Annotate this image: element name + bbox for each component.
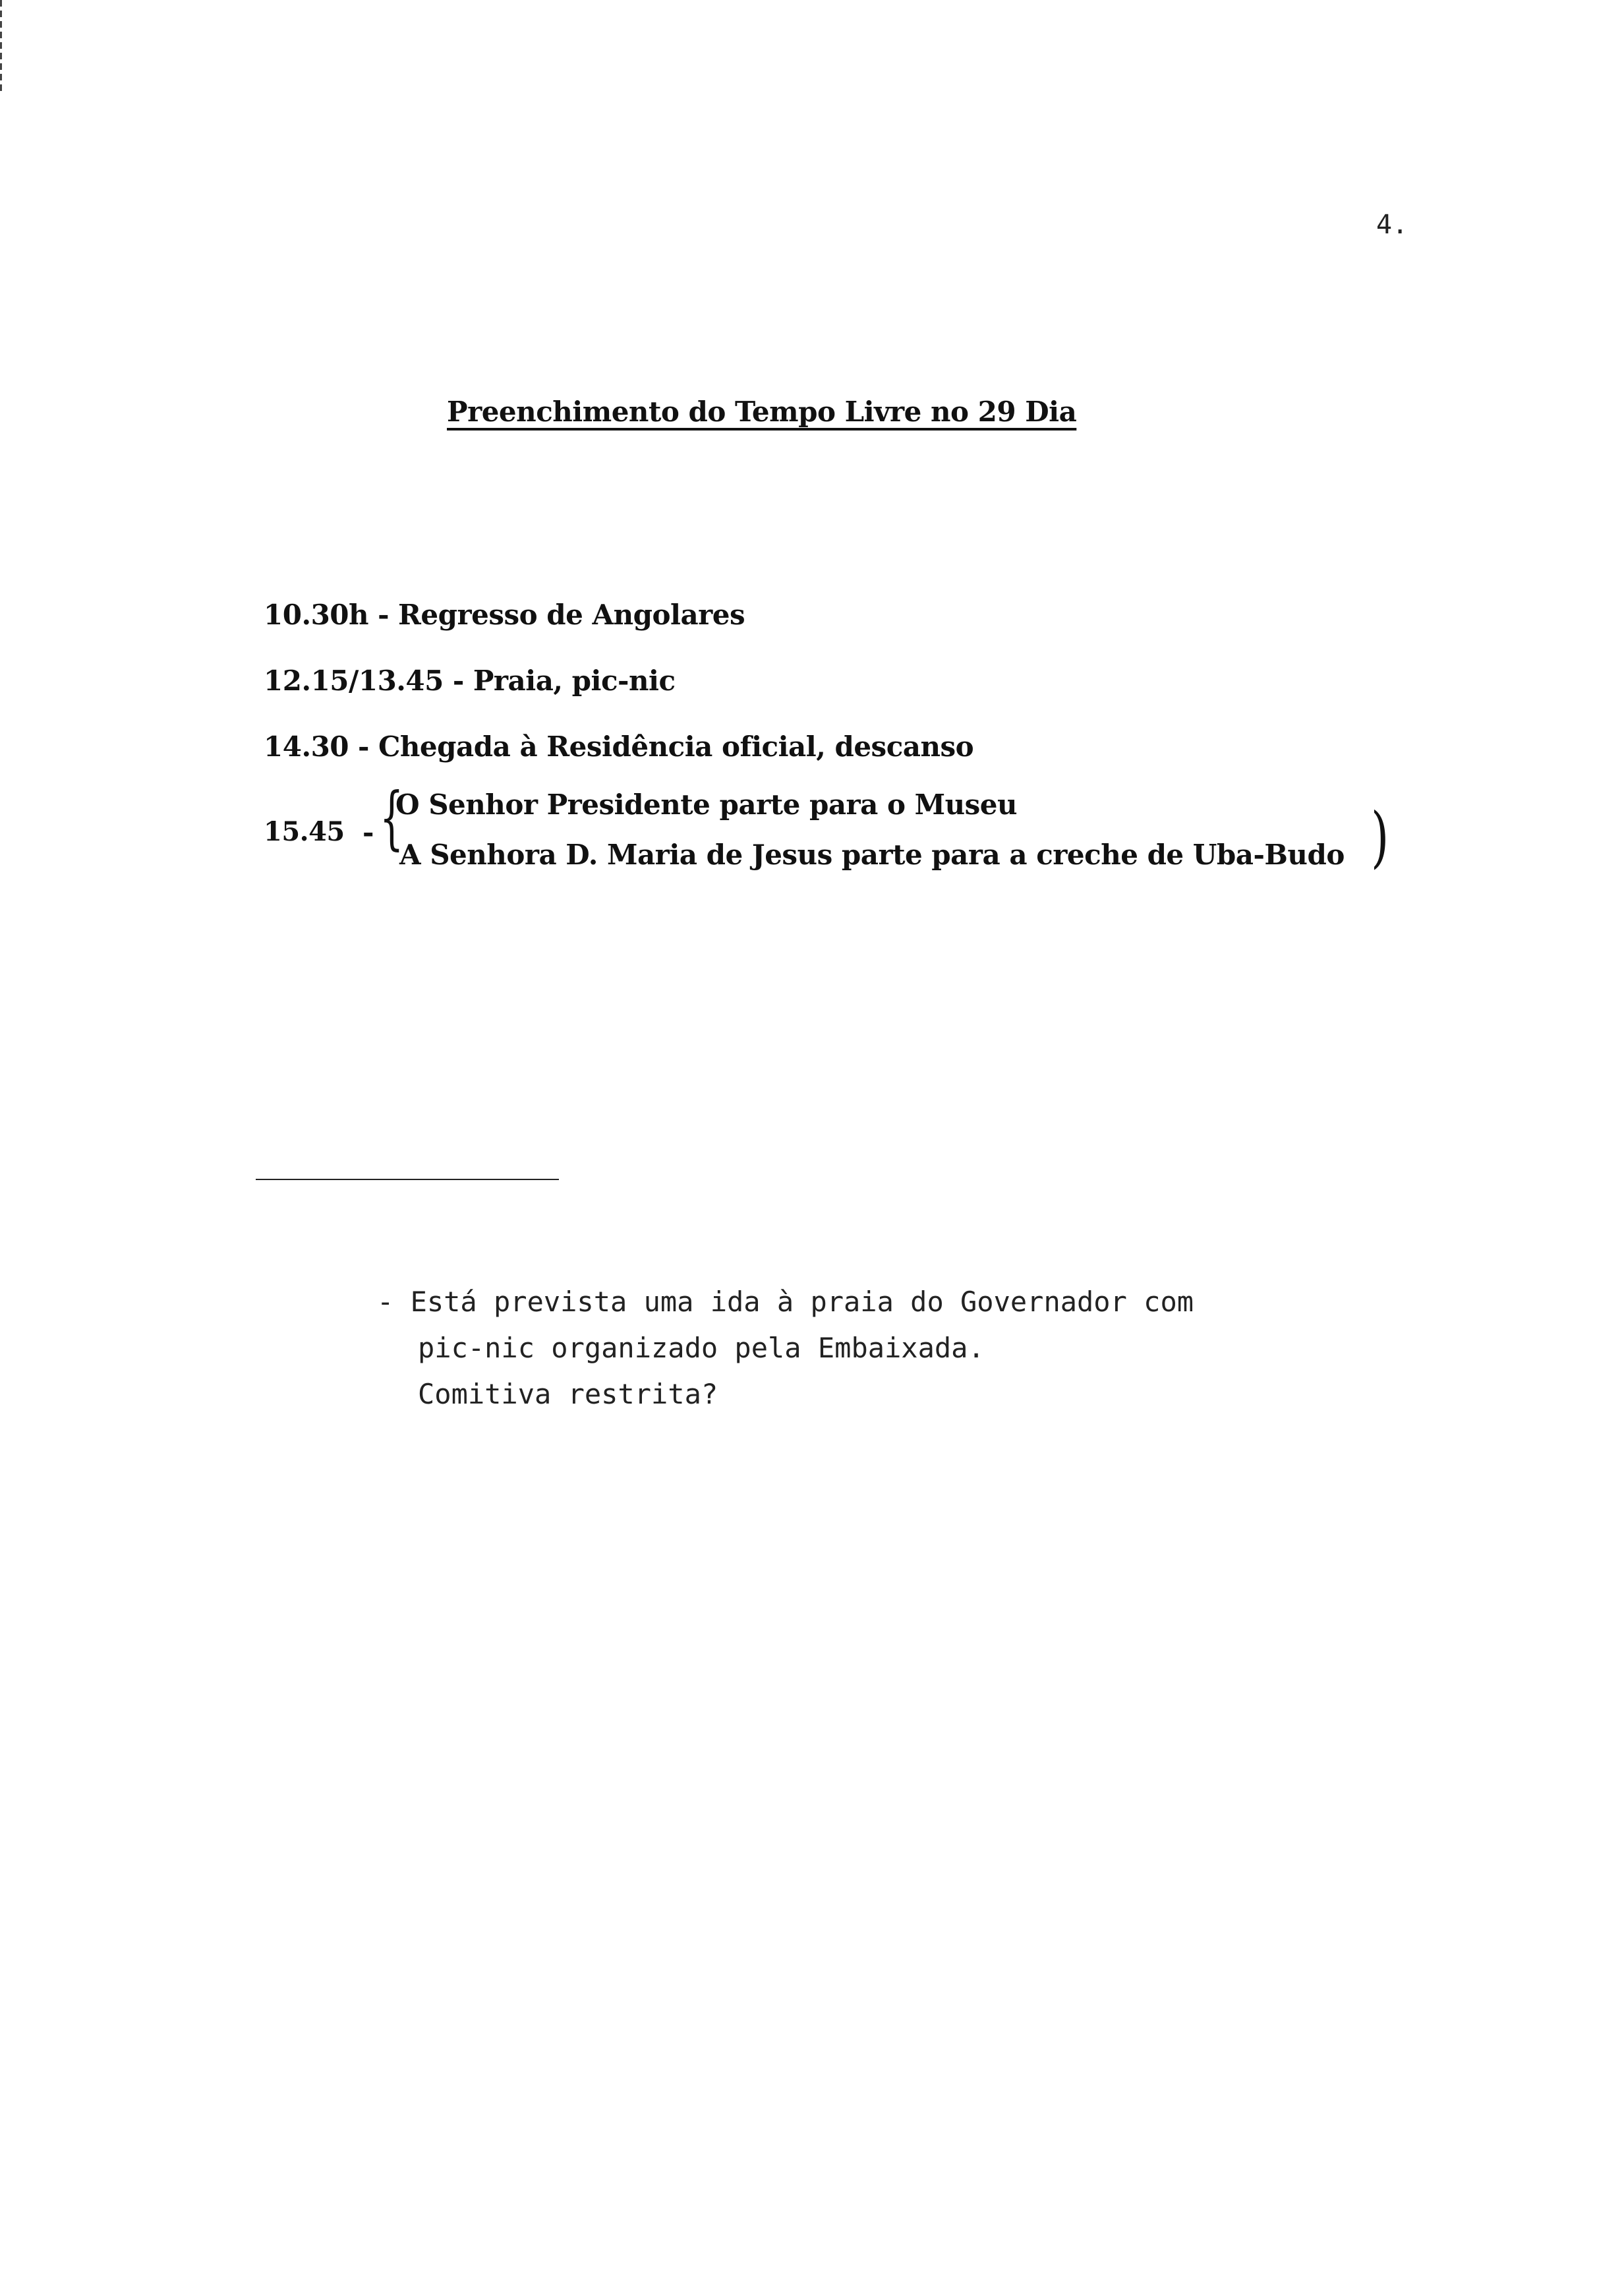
separator-dash: - [358,730,369,763]
schedule-text: Regresso de Angolares [398,599,745,631]
separator-dash: - [452,665,464,697]
separator-dash: - [378,599,389,631]
footnote-line: Comitiva restrita? [418,1378,718,1410]
schedule-subitem: O Senhor Presidente parte para o Museu [395,788,1018,821]
page-number: 4. [1376,210,1408,240]
schedule-time: 10.30h [264,599,369,631]
scan-edge-mark [0,0,2,92]
right-paren-glyph: ) [1371,798,1389,876]
schedule-item [264,601,745,629]
schedule-item [264,730,974,763]
footnote-line: - Está prevista uma ida à praia do Governador com [377,1286,1194,1318]
schedule-subitem: A Senhora D. Maria de Jesus parte para a creche de Uba-Budo [399,839,1345,871]
footnote-line: pic-nic organizado pela Embaixada. [418,1332,985,1364]
separator-dash: - [362,816,374,848]
document-title: Preenchimento do Tempo Livre no 29 Dia [447,396,1077,428]
schedule-text: Praia, pic-nic [473,665,676,697]
schedule-item [264,667,676,695]
footnote-divider [256,1179,559,1180]
schedule-time: 12.15/13.45 [264,665,444,697]
schedule-text: Chegada à Residência oficial, descanso [378,730,974,763]
schedule-group [264,777,1424,876]
left-brace-glyph: { [380,777,404,858]
schedule-time: 14.30 [264,730,349,763]
schedule-time: 15.45 [264,816,345,847]
footnote [377,1279,1194,1417]
